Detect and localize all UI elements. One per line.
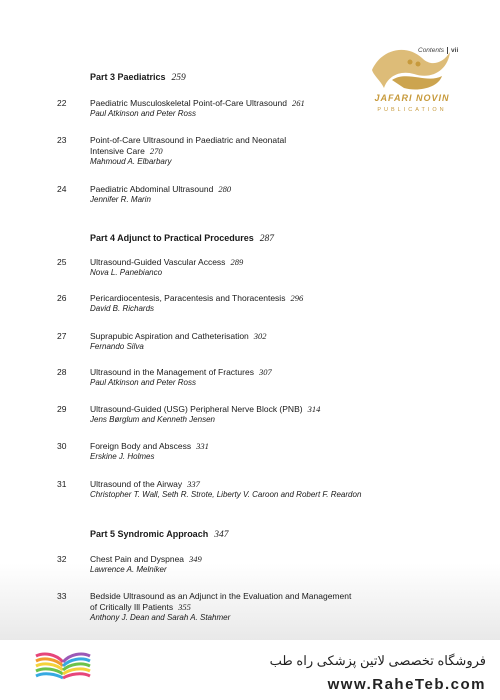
toc-entry — [57, 591, 377, 623]
chapter-authors: Nova L. Panebianco — [90, 268, 163, 277]
chapter-title: Ultrasound in the Management of Fractures — [90, 367, 254, 377]
chapter-title: Paediatric Musculoskeletal Point-of-Care Ultrasound — [90, 98, 288, 108]
toc-entry — [57, 367, 357, 388]
open-book-icon — [32, 648, 94, 692]
chapter-authors: Lawrence A. Melniker — [90, 565, 167, 574]
store-name: فروشگاه تخصصی لاتین پزشکی راه طب — [269, 653, 486, 668]
logo-name: JAFARI NOVIN — [374, 93, 450, 103]
chapter-authors: Paul Atkinson and Peter Ross — [90, 378, 196, 387]
chapter-number: 26 — [57, 293, 67, 303]
chapter-authors: Fernando Silva — [90, 342, 144, 351]
toc-entry — [57, 479, 377, 500]
toc-entry — [57, 404, 357, 425]
chapter-authors: Jennifer R. Marin — [90, 195, 151, 204]
chapter-number: 31 — [57, 479, 67, 489]
chapter-page: 270 — [149, 146, 163, 156]
header-label: Contents — [418, 47, 445, 54]
chapter-number: 23 — [57, 135, 67, 145]
chapter-title: Suprapubic Aspiration and Catheterisation — [90, 331, 249, 341]
chapter-page: 349 — [189, 554, 202, 564]
chapter-page: 355 — [178, 602, 191, 612]
chapter-authors: Erskine J. Holmes — [90, 452, 155, 461]
chapter-number: 29 — [57, 404, 67, 414]
chapter-authors: Jens Børglum and Kenneth Jensen — [90, 415, 215, 424]
chapter-number: 32 — [57, 554, 67, 564]
chapter-number: 22 — [57, 98, 67, 108]
part-heading — [90, 233, 274, 244]
part-heading — [90, 72, 186, 83]
chapter-page: 289 — [230, 257, 244, 267]
chapter-number: 30 — [57, 441, 67, 451]
chapter-authors: Christopher T. Wall, Seth R. Strote, Liberty V. Caroon and Robert F. Reardon — [90, 490, 362, 499]
chapter-page: 302 — [253, 331, 267, 341]
part-title: Part 4 Adjunct to Practical Procedures — [90, 233, 254, 243]
chapter-title: Ultrasound of the Airway — [90, 479, 183, 489]
chapter-title: Paediatric Abdominal Ultrasound — [90, 184, 214, 194]
store-url[interactable]: www.RaheTeb.com — [327, 676, 486, 693]
chapter-page: 314 — [307, 404, 321, 414]
chapter-title: of Critically Ill Patients — [90, 602, 174, 612]
chapter-page: 337 — [187, 479, 200, 489]
chapter-title-line1: Point-of-Care Ultrasound in Paediatric and Neonatal — [90, 135, 287, 145]
part-title: Part 3 Paediatrics — [90, 72, 166, 82]
chapter-title: Foreign Body and Abscess — [90, 441, 192, 451]
chapter-page: 261 — [292, 98, 305, 108]
chapter-authors: Paul Atkinson and Peter Ross — [90, 109, 196, 118]
toc-entry — [57, 135, 357, 167]
chapter-authors: Anthony J. Dean and Sarah A. Stahmer — [90, 613, 231, 622]
toc-entry — [57, 98, 357, 119]
chapter-title: Intensive Care — [90, 146, 145, 156]
part-title: Part 5 Syndromic Approach — [90, 529, 209, 539]
chapter-number: 27 — [57, 331, 67, 341]
chapter-title-line1: Bedside Ultrasound as an Adjunct in the Evaluation and Management — [90, 591, 352, 601]
chapter-authors: David B. Richards — [90, 304, 155, 313]
chapter-number: 28 — [57, 367, 67, 377]
chapter-page: 280 — [218, 184, 232, 194]
chapter-authors: Mahmoud A. Elbarbary — [90, 157, 172, 166]
logo-subtitle: PUBLICATION — [377, 107, 447, 113]
chapter-title: Ultrasound-Guided Vascular Access — [90, 257, 226, 267]
toc-entry — [57, 293, 357, 314]
chapter-title: Pericardiocentesis, Paracentesis and Thoracentesis — [90, 293, 286, 303]
chapter-number: 24 — [57, 184, 67, 194]
toc-entry — [57, 554, 357, 575]
toc-entry — [57, 441, 357, 462]
chapter-title: Ultrasound-Guided (USG) Peripheral Nerve Block (PNB) — [90, 404, 303, 414]
chapter-page: 331 — [196, 441, 209, 451]
toc-entry — [57, 184, 357, 205]
part-page: 347 — [214, 530, 229, 540]
toc-entry — [57, 257, 357, 278]
toc-entry — [57, 331, 357, 352]
chapter-page: 296 — [290, 293, 304, 303]
chapter-page: 307 — [258, 367, 272, 377]
part-page: 259 — [171, 73, 186, 83]
part-heading — [90, 529, 228, 540]
part-page: 287 — [259, 234, 274, 244]
chapter-number: 25 — [57, 257, 67, 267]
chapter-number: 33 — [57, 591, 67, 601]
header-page-number: vii — [447, 47, 458, 54]
chapter-title: Chest Pain and Dyspnea — [90, 554, 185, 564]
